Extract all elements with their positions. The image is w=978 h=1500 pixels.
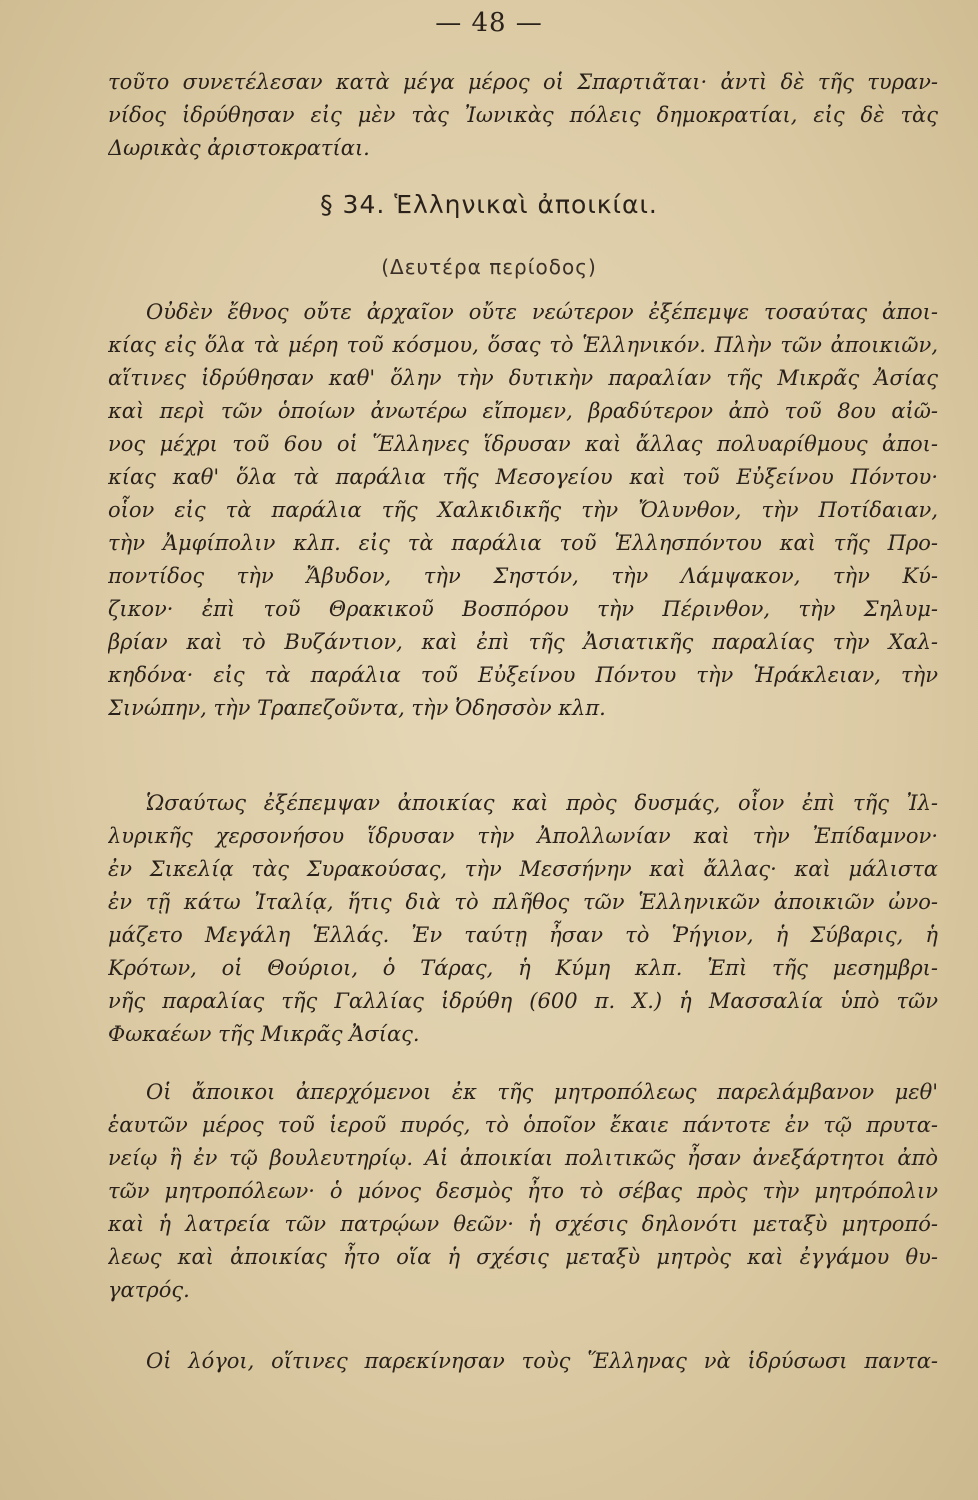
section-subheading: (Δευτέρα περίοδος) — [381, 255, 597, 279]
text-line: τοῦτο συνετέλεσαν κατὰ μέγα μέρος οἱ Σπαρτιᾶται· ἀντὶ δὲ τῆς τυραν- — [108, 70, 938, 94]
text-line: νος μέχρι τοῦ 6ου οἱ Ἕλληνες ἵδρυσαν καὶ ἄλλας πολυαρίθμους ἀποι- — [108, 432, 938, 456]
text-line: νίδος ἱδρύθησαν εἰς μὲν τὰς Ἰωνικὰς πόλεις δημοκρατίαι, εἰς δὲ τὰς — [108, 103, 938, 127]
text-line: καὶ περὶ τῶν ὁποίων ἀνωτέρω εἴπομεν, βραδύτερον ἀπὸ τοῦ 8ου αἰῶ- — [108, 399, 938, 423]
text-line: μάζετο Μεγάλη Ἑλλάς. Ἐν ταύτῃ ἦσαν τὸ Ῥήγιον, ἡ Σύβαρις, ἡ — [108, 923, 938, 947]
paragraph-colonies-east — [108, 296, 938, 725]
text-line: τὴν Ἀμφίπολιν κλπ. εἰς τὰ παράλια τοῦ Ἑλλησπόντου καὶ τῆς Προ- — [108, 531, 938, 555]
text-line: γατρός. — [108, 1278, 190, 1302]
section-heading: § 34. Ἑλληνικαὶ ἀποικίαι. — [320, 190, 658, 219]
text-line: Σινώπην, τὴν Τραπεζοῦντα, τὴν Ὀδησσὸν κλπ. — [108, 696, 606, 720]
text-line: Οὐδὲν ἔθνος οὔτε ἀρχαῖον οὔτε νεώτερον ἐξέπεμψε τοσαύτας ἀποι- — [146, 300, 938, 324]
text-line: λεως καὶ ἀποικίας ἦτο οἵα ἡ σχέσις μεταξὺ μητρὸς καὶ ἐγγάμου θυ- — [108, 1245, 938, 1269]
text-line: βρίαν καὶ τὸ Βυζάντιον, καὶ ἐπὶ τῆς Ἀσιατικῆς παραλίας τὴν Χαλ- — [108, 630, 938, 654]
text-line: ἐν τῇ κάτω Ἰταλίᾳ, ἥτις διὰ τὸ πλῆθος τῶν Ἑλληνικῶν ἀποικιῶν ὠνο- — [108, 890, 938, 914]
text-line: καὶ ἡ λατρεία τῶν πατρῴων θεῶν· ἡ σχέσις δηλονότι μεταξὺ μητροπό- — [108, 1212, 938, 1236]
text-line: Φωκαέων τῆς Μικρᾶς Ἀσίας. — [108, 1022, 420, 1046]
text-line: νείῳ ἢ ἐν τῷ βουλευτηρίῳ. Αἱ ἀποικίαι πολιτικῶς ἦσαν ἀνεξάρτητοι ἀπὸ — [108, 1146, 938, 1170]
text-line: κηδόνα· εἰς τὰ παράλια τοῦ Εὐξείνου Πόντου τὴν Ἡράκλειαν, τὴν — [108, 663, 938, 687]
text-line: λυρικῆς χερσονήσου ἵδρυσαν τὴν Ἀπολλωνίαν καὶ τὴν Ἐπίδαμνον· — [108, 824, 938, 848]
paragraph-colonies-west — [108, 787, 938, 1051]
text-line: Οἱ ἄποικοι ἀπερχόμενοι ἐκ τῆς μητροπόλεως παρελάμβανον μεθ' — [146, 1080, 938, 1104]
text-line: οἷον εἰς τὰ παράλια τῆς Χαλκιδικῆς τὴν Ὄλυνθον, τὴν Ποτίδαιαν, — [108, 498, 938, 522]
text-line: νῆς παραλίας τῆς Γαλλίας ἱδρύθη (600 π. Χ.) ἡ Μασσαλία ὑπὸ τῶν — [108, 989, 938, 1013]
text-line: ζικον· ἐπὶ τοῦ Θρακικοῦ Βοσπόρου τὴν Πέρινθον, τὴν Σηλυμ- — [108, 597, 938, 621]
text-line: Ὡσαύτως ἐξέπεμψαν ἀποικίας καὶ πρὸς δυσμάς, οἷον ἐπὶ τῆς Ἰλ- — [146, 791, 938, 815]
paragraph-metropolis-relations — [108, 1076, 938, 1307]
text-line: τῶν μητροπόλεων· ὁ μόνος δεσμὸς ἦτο τὸ σέβας πρὸς τὴν μητρόπολιν — [108, 1179, 938, 1203]
paragraph-reasons — [108, 1345, 938, 1378]
text-line: αἵτινες ἱδρύθησαν καθ' ὅλην τὴν δυτικὴν παραλίαν τῆς Μικρᾶς Ἀσίας — [108, 366, 938, 390]
text-line: ποντίδος τὴν Ἄβυδον, τὴν Σηστόν, τὴν Λάμψακον, τὴν Κύ- — [108, 564, 938, 588]
continuation-paragraph — [108, 66, 938, 165]
text-line: Οἱ λόγοι, οἵτινες παρεκίνησαν τοὺς Ἕλληνας νὰ ἱδρύσωσι παντα- — [146, 1349, 938, 1373]
text-line: ἐν Σικελίᾳ τὰς Συρακούσας, τὴν Μεσσήνην καὶ ἄλλας· καὶ μάλιστα — [108, 857, 938, 881]
text-line: Κρότων, οἱ Θούριοι, ὁ Τάρας, ἡ Κύμη κλπ. Ἐπὶ τῆς μεσημβρι- — [108, 956, 938, 980]
text-line: Δωρικὰς ἀριστοκρατίαι. — [108, 136, 370, 160]
page-number: — 48 — — [435, 8, 543, 38]
text-line: κίας εἰς ὅλα τὰ μέρη τοῦ κόσμου, ὅσας τὸ Ἑλληνικόν. Πλὴν τῶν ἀποικιῶν, — [108, 333, 938, 357]
text-line: κίας καθ' ὅλα τὰ παράλια τῆς Μεσογείου καὶ τοῦ Εὐξείνου Πόντου· — [108, 465, 938, 489]
text-line: ἑαυτῶν μέρος τοῦ ἱεροῦ πυρός, τὸ ὁποῖον ἔκαιε πάντοτε ἐν τῷ πρυτα- — [108, 1113, 938, 1137]
